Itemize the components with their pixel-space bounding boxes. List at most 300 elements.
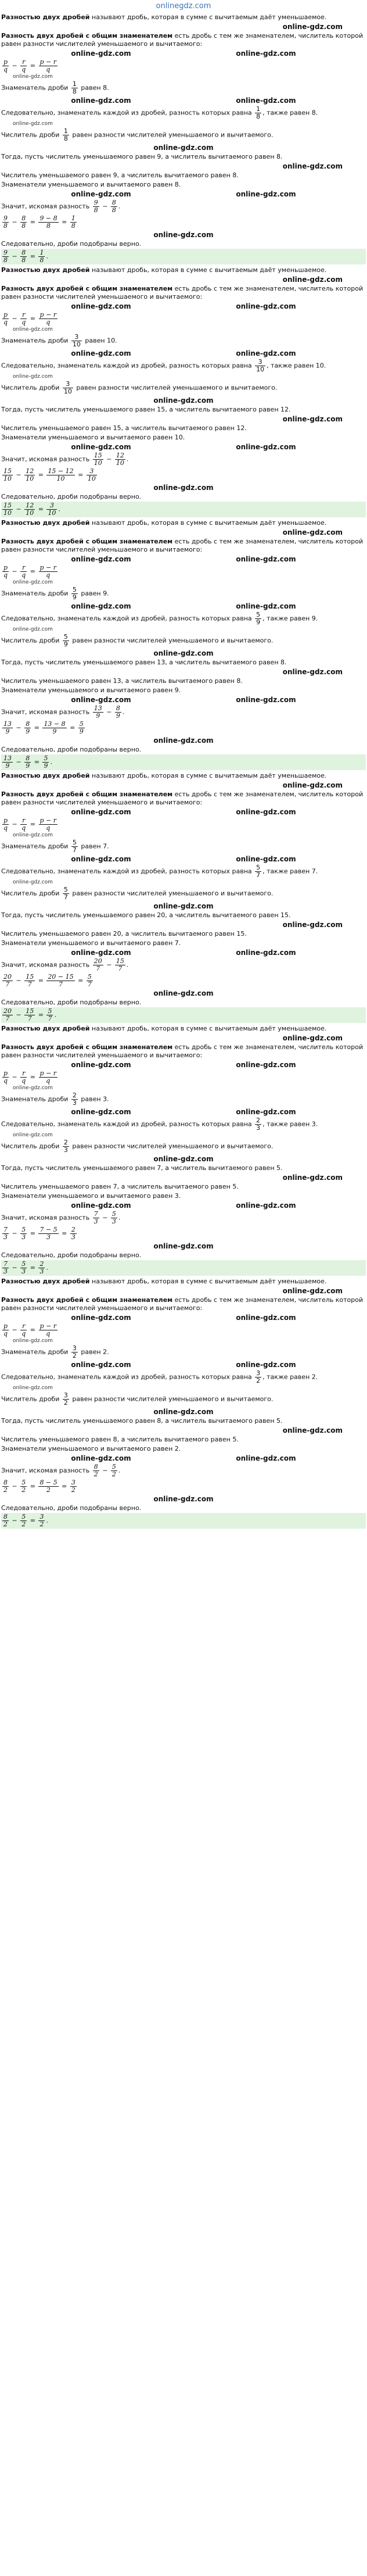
rule-lead: Разность двух дробей с общим знаменателем (1, 790, 173, 798)
watermark: online-gdz.com (236, 96, 296, 105)
rule-lead: Разность двух дробей с общим знаменателем (1, 285, 173, 292)
watermark: online-gdz.com (236, 555, 296, 563)
fraction-subtrahend: $\frac{5}{3}$ (21, 1226, 26, 1241)
fraction-minuend: $\frac{8}{2}$ (93, 1463, 98, 1478)
therefore-sentence: Следовательно, знаменатель каждой из дробей, разность которых равна $\frac{5}{7}$ , также равен 7. (1, 864, 318, 879)
fraction-minuend: $\frac{15}{10}$ (3, 502, 12, 517)
fraction-difference: $\frac{20 - 15}{7}$ (48, 973, 74, 988)
answer-line: $\frac{9}{8}$ − $\frac{8}{8}$ = $\frac{1}{8}$ . (1, 249, 366, 264)
fraction-minuend: $\frac{13}{9}$ (3, 720, 12, 735)
fraction-target: $\frac{3}{10}$ (63, 380, 72, 395)
rule-paragraph (1, 790, 366, 807)
fraction-minuend: $\frac{8}{2}$ (3, 1513, 8, 1528)
watermark-row (1, 1107, 366, 1117)
solution-section (1, 13, 366, 264)
watermark-small: online-gdz.com (13, 74, 53, 80)
fraction-minuend: $\frac{7}{3}$ (93, 1210, 98, 1225)
fraction-result: $\frac{5}{9}$ (44, 754, 48, 770)
watermark-small: online-gdz.com (13, 1085, 53, 1091)
fraction-result: $\frac{3}{10}$ (87, 467, 96, 482)
fraction-result: $\frac{5}{7}$ (87, 973, 92, 988)
watermark: online-gdz.com (153, 231, 214, 239)
fraction-target: $\frac{5}{7}$ (72, 839, 77, 854)
watermark: online-gdz.com (282, 1173, 343, 1182)
numerator-values: Числитель уменьшаемого равен 9, а числитель вычитаемого равен 8. (1, 171, 239, 179)
therefore-sentence: Следовательно, знаменатель каждой из дробей, разность которых равна $\frac{1}{8}$ , также равен 8. (1, 105, 318, 120)
watermark-row (1, 649, 366, 658)
let-sentence: Тогда, пусть числитель уменьшаемого равен 8, а числитель вычитаемого равен 5. (1, 1417, 283, 1425)
fraction-result: $\frac{5}{7}$ (48, 1007, 52, 1022)
intro-lead: Разностью двух дробей (1, 13, 90, 21)
watermark: online-gdz.com (236, 349, 296, 357)
watermark: online-gdz.com (153, 1495, 214, 1503)
intro-lead: Разностью двух дробей (1, 519, 90, 527)
watermark: online-gdz.com (236, 602, 296, 610)
watermark: online-gdz.com (71, 49, 131, 58)
watermark: online-gdz.com (236, 190, 296, 198)
watermark: online-gdz.com (71, 96, 131, 105)
solution-content (0, 13, 367, 1529)
watermark: online-gdz.com (71, 602, 131, 610)
rule-formula: $\frac{p}{q}$ − $\frac{r}{q}$ = $\frac{p - r}{q}$ (3, 817, 57, 832)
difference-line: Значит, искомая разность $\frac{13}{9}$ − $\frac{8}{9}$ . (1, 704, 125, 720)
watermark: online-gdz.com (153, 736, 214, 745)
answer-line: $\frac{8}{2}$ − $\frac{5}{2}$ = $\frac{3}{2}$ . (1, 1513, 366, 1529)
watermark: online-gdz.com (236, 1361, 296, 1369)
let-sentence: Тогда, пусть числитель уменьшаемого равен 15, а числитель вычитаемого равен 12. (1, 406, 291, 413)
page-header (0, 0, 367, 13)
watermark-row (1, 1360, 366, 1369)
answer-line: $\frac{13}{9}$ − $\frac{8}{9}$ = $\frac{5}{9}$ . (1, 754, 366, 770)
fraction-target: $\frac{3}{10}$ (72, 333, 81, 348)
watermark: online-gdz.com (282, 1287, 343, 1295)
watermark-row (1, 483, 366, 492)
fraction-difference: $\frac{15 - 12}{10}$ (48, 467, 74, 482)
fraction-difference: $\frac{8 - 5}{2}$ (39, 1479, 57, 1494)
fraction-target: $\frac{1}{8}$ (72, 80, 77, 95)
denominator-sentence: Знаменатель дроби $\frac{5}{9}$ равен 9. (1, 586, 109, 601)
watermark: online-gdz.com (71, 855, 131, 863)
fraction-result: $\frac{p - r}{q}$ (39, 1322, 57, 1337)
denominators-sentence: Знаменатели уменьшаемого и вычитаемого равен 8. (1, 181, 181, 188)
fraction-subtrahend: $\frac{8}{9}$ (26, 754, 30, 770)
answer-line: $\frac{7}{3}$ − $\frac{5}{3}$ = $\frac{2}{3}$ . (1, 1260, 366, 1276)
fraction-target: $\frac{3}{10}$ (256, 358, 265, 373)
fraction-target: $\frac{3}{2}$ (63, 1391, 68, 1407)
watermark-row (1, 1201, 366, 1210)
watermark: online-gdz.com (71, 1108, 131, 1116)
watermark-small: online-gdz.com (13, 327, 53, 332)
intro-text: называют дробь, которая в сумме с вычитаемым даёт уменьшаемое. (89, 772, 327, 779)
rule-paragraph (1, 284, 366, 302)
fraction-difference: $\frac{13 - 8}{9}$ (44, 720, 66, 735)
rule-formula: $\frac{p}{q}$ − $\frac{r}{q}$ = $\frac{p - r}{q}$ (3, 311, 57, 326)
watermark: online-gdz.com (236, 302, 296, 310)
watermark-row (1, 189, 366, 199)
fraction-subtrahend: $\frac{r}{q}$ (21, 817, 26, 832)
numerator-values: Числитель уменьшаемого равен 15, а числитель вычитаемого равен 12. (1, 424, 247, 432)
denominator-sentence: Знаменатель дроби $\frac{5}{7}$ равен 7. (1, 839, 109, 854)
watermark: online-gdz.com (71, 190, 131, 198)
fraction-result: $\frac{p - r}{q}$ (39, 817, 57, 832)
watermark: online-gdz.com (71, 1314, 131, 1322)
watermark-small: online-gdz.com (13, 832, 53, 838)
check-line: $\frac{9}{8}$ − $\frac{8}{8}$ = $\frac{9 - 8}{8}$ = $\frac{1}{8}$ (3, 214, 75, 230)
watermark: online-gdz.com (153, 144, 214, 152)
numerator-sentence: Числитель дроби $\frac{2}{3}$ равен разности числителей уменьшаемого и вычитаемого. (1, 1139, 274, 1154)
fraction-subtrahend: $\frac{r}{q}$ (21, 311, 26, 326)
fraction-subtrahend: $\frac{15}{7}$ (116, 957, 124, 972)
fraction-subtrahend: $\frac{12}{10}$ (26, 502, 34, 517)
watermark: online-gdz.com (236, 1454, 296, 1462)
fraction-minuend: $\frac{p}{q}$ (3, 58, 8, 73)
fraction-result: $\frac{2}{3}$ (39, 1260, 44, 1275)
watermark: online-gdz.com (71, 1061, 131, 1069)
conclusion-sentence: Следовательно, дроби подобраны верно. (1, 240, 142, 248)
fraction-minuend: $\frac{20}{7}$ (93, 957, 102, 972)
fraction-minuend: $\frac{p}{q}$ (3, 564, 8, 579)
watermark-row (1, 143, 366, 152)
fraction-target: $\frac{5}{9}$ (63, 633, 68, 648)
denominators-sentence: Знаменатели уменьшаемого и вычитаемого равен 2. (1, 1445, 181, 1452)
rule-lead: Разность двух дробей с общим знаменателем (1, 1043, 173, 1051)
watermark: online-gdz.com (236, 49, 296, 58)
watermark: online-gdz.com (71, 808, 131, 816)
watermark: online-gdz.com (236, 949, 296, 957)
rule-text: есть дробь с тем же знаменателем, числитель которой равен разности числителей уменьшаемого и вычитаемого: (1, 1296, 364, 1312)
fraction-subtrahend: $\frac{8}{8}$ (21, 214, 26, 230)
denominator-sentence: Знаменатель дроби $\frac{3}{2}$ равен 2. (1, 1344, 109, 1359)
watermark-row (1, 554, 366, 564)
watermark-small: online-gdz.com (13, 374, 53, 380)
watermark-small: online-gdz.com (13, 627, 53, 632)
watermark: online-gdz.com (153, 989, 214, 997)
fraction-difference: $\frac{9 - 8}{8}$ (39, 214, 57, 230)
fraction-target: $\frac{2}{3}$ (256, 1117, 261, 1132)
fraction-minuend: $\frac{15}{10}$ (93, 452, 102, 467)
fraction-minuend: $\frac{p}{q}$ (3, 1069, 8, 1085)
let-sentence: Тогда, пусть числитель уменьшаемого равен 13, а числитель вычитаемого равен 8. (1, 659, 287, 666)
solution-section (1, 1024, 366, 1276)
solution-section (1, 771, 366, 1023)
watermark: online-gdz.com (236, 1061, 296, 1069)
watermark-small: online-gdz.com (13, 879, 53, 885)
fraction-target: $\frac{3}{2}$ (72, 1344, 77, 1359)
numerator-sentence: Числитель дроби $\frac{5}{7}$ равен разности числителей уменьшаемого и вычитаемого. (1, 886, 274, 901)
denominator-sentence: Знаменатель дроби $\frac{1}{8}$ равен 8. (1, 80, 109, 95)
fraction-subtrahend: $\frac{r}{q}$ (21, 58, 26, 73)
watermark-row (1, 1313, 366, 1322)
fraction-subtrahend: $\frac{12}{10}$ (116, 452, 124, 467)
fraction-result: $\frac{p - r}{q}$ (39, 311, 57, 326)
watermark: online-gdz.com (71, 555, 131, 563)
rule-text: есть дробь с тем же знаменателем, числитель которой равен разности числителей уменьшаемого и вычитаемого: (1, 285, 364, 300)
fraction-minuend: $\frac{p}{q}$ (3, 1322, 8, 1337)
numerator-sentence: Числитель дроби $\frac{3}{10}$ равен разности числителей уменьшаемого и вычитаемого. (1, 380, 278, 395)
rule-lead: Разность двух дробей с общим знаменателем (1, 32, 173, 40)
rule-formula: $\frac{p}{q}$ − $\frac{r}{q}$ = $\frac{p - r}{q}$ (3, 564, 57, 579)
watermark-row (1, 1454, 366, 1463)
fraction-target: $\frac{5}{7}$ (63, 886, 68, 901)
fraction-result: $\frac{3}{10}$ (48, 502, 56, 517)
rule-paragraph (1, 31, 366, 49)
watermark-small: online-gdz.com (13, 579, 53, 585)
fraction-subtrahend: $\frac{5}{2}$ (21, 1513, 26, 1528)
fraction-result: $\frac{5}{9}$ (79, 720, 84, 735)
therefore-sentence: Следовательно, знаменатель каждой из дробей, разность которых равна $\frac{5}{9}$ , также равен 9. (1, 611, 318, 626)
fraction-minuend: $\frac{20}{7}$ (3, 1007, 12, 1022)
rule-paragraph (1, 1043, 366, 1060)
watermark: online-gdz.com (71, 696, 131, 704)
watermark: online-gdz.com (236, 808, 296, 816)
difference-line: Значит, искомая разность $\frac{7}{3}$ − $\frac{5}{3}$ . (1, 1210, 121, 1225)
intro-text: называют дробь, которая в сумме с вычитаемым даёт уменьшаемое. (89, 266, 327, 274)
intro-lead: Разностью двух дробей (1, 266, 90, 274)
fraction-target: $\frac{5}{7}$ (256, 864, 261, 879)
rule-formula: $\frac{p}{q}$ − $\frac{r}{q}$ = $\frac{p - r}{q}$ (3, 1069, 57, 1085)
watermark-row (1, 989, 366, 998)
site-logo[interactable]: onlinegdz.com (156, 2, 211, 10)
watermark: online-gdz.com (236, 1108, 296, 1116)
watermark-row (1, 807, 366, 817)
watermark-row (1, 1407, 366, 1416)
watermark-row (1, 736, 366, 745)
intro-text: называют дробь, которая в сумме с вычитаемым даёт уменьшаемое. (89, 519, 327, 527)
watermark: online-gdz.com (153, 649, 214, 657)
fraction-subtrahend: $\frac{15}{7}$ (26, 1007, 34, 1022)
let-sentence: Тогда, пусть числитель уменьшаемого равен 7, а числитель вычитаемого равен 5. (1, 1164, 283, 1172)
fraction-minuend: $\frac{13}{9}$ (3, 754, 12, 770)
fraction-result: $\frac{p - r}{q}$ (39, 58, 57, 73)
fraction-minuend: $\frac{15}{10}$ (3, 467, 12, 482)
watermark: online-gdz.com (153, 396, 214, 405)
fraction-minuend: $\frac{p}{q}$ (3, 311, 8, 326)
watermark: online-gdz.com (71, 349, 131, 357)
check-line: $\frac{20}{7}$ − $\frac{15}{7}$ = $\frac{20 - 15}{7}$ = $\frac{5}{7}$ (3, 973, 92, 988)
watermark-row (1, 1060, 366, 1069)
fraction-difference: $\frac{7 - 5}{3}$ (39, 1226, 57, 1241)
numerator-values: Числитель уменьшаемого равен 20, а числитель вычитаемого равен 15. (1, 930, 247, 938)
conclusion-sentence: Следовательно, дроби подобраны верно. (1, 999, 142, 1006)
intro-lead: Разностью двух дробей (1, 1278, 90, 1285)
intro-text: называют дробь, которая в сумме с вычитаемым даёт уменьшаемое. (89, 13, 327, 21)
numerator-sentence: Числитель дроби $\frac{1}{8}$ равен разности числителей уменьшаемого и вычитаемого. (1, 127, 274, 142)
check-line: $\frac{8}{2}$ − $\frac{5}{2}$ = $\frac{8 - 5}{2}$ = $\frac{3}{2}$ (3, 1479, 75, 1494)
fraction-subtrahend: $\frac{15}{7}$ (26, 973, 34, 988)
denominators-sentence: Знаменатели уменьшаемого и вычитаемого равен 10. (1, 434, 185, 441)
conclusion-sentence: Следовательно, дроби подобраны верно. (1, 1504, 142, 1512)
watermark: online-gdz.com (71, 1361, 131, 1369)
watermark: online-gdz.com (282, 162, 343, 170)
fraction-subtrahend: $\frac{r}{q}$ (21, 1069, 26, 1085)
watermark-row (1, 602, 366, 611)
watermark-small: online-gdz.com (13, 121, 53, 127)
watermark: online-gdz.com (153, 1242, 214, 1250)
intro-lead: Разностью двух дробей (1, 772, 90, 779)
watermark: online-gdz.com (153, 902, 214, 910)
fraction-minuend: $\frac{p}{q}$ (3, 817, 8, 832)
fraction-result: $\frac{1}{8}$ (39, 249, 44, 264)
watermark: online-gdz.com (282, 1426, 343, 1434)
check-line: $\frac{13}{9}$ − $\frac{8}{9}$ = $\frac{13 - 8}{9}$ = $\frac{5}{9}$ (3, 720, 84, 735)
check-line: $\frac{7}{3}$ − $\frac{5}{3}$ = $\frac{7 - 5}{3}$ = $\frac{2}{3}$ (3, 1226, 75, 1241)
let-sentence: Тогда, пусть числитель уменьшаемого равен 9, а числитель вычитаемого равен 8. (1, 153, 283, 160)
fraction-target: $\frac{5}{9}$ (256, 611, 261, 626)
intro-paragraph (1, 266, 366, 275)
intro-paragraph (1, 518, 366, 528)
fraction-result: $\frac{p - r}{q}$ (39, 564, 57, 579)
conclusion-sentence: Следовательно, дроби подобраны верно. (1, 746, 142, 753)
denominator-sentence: Знаменатель дроби $\frac{2}{3}$ равен 3. (1, 1092, 109, 1107)
fraction-minuend: $\frac{9}{8}$ (3, 249, 8, 264)
watermark: online-gdz.com (236, 855, 296, 863)
fraction-result: $\frac{1}{8}$ (71, 214, 75, 230)
fraction-minuend: $\frac{20}{7}$ (3, 973, 12, 988)
fraction-subtrahend: $\frac{r}{q}$ (21, 1322, 26, 1337)
fraction-subtrahend: $\frac{5}{3}$ (111, 1210, 116, 1225)
intro-paragraph (1, 771, 366, 781)
watermark: online-gdz.com (236, 443, 296, 451)
watermark-row (1, 230, 366, 239)
intro-paragraph (1, 1277, 366, 1286)
watermark-row (1, 695, 366, 704)
watermark-row (1, 396, 366, 405)
answer-line: $\frac{20}{7}$ − $\frac{15}{7}$ = $\frac{5}{7}$ . (1, 1007, 366, 1023)
fraction-minuend: $\frac{7}{3}$ (3, 1260, 8, 1275)
watermark-row (1, 1494, 366, 1504)
watermark-row (1, 854, 366, 864)
watermark-row (1, 442, 366, 452)
therefore-sentence: Следовательно, знаменатель каждой из дробей, разность которых равна $\frac{3}{2}$ , также равен 2. (1, 1369, 318, 1384)
fraction-subtrahend: $\frac{8}{8}$ (111, 199, 116, 214)
watermark-row (1, 96, 366, 105)
let-sentence: Тогда, пусть числитель уменьшаемого равен 20, а числитель вычитаемого равен 15. (1, 911, 291, 919)
fraction-subtrahend: $\frac{8}{9}$ (26, 720, 30, 735)
denominators-sentence: Знаменатели уменьшаемого и вычитаемого равен 7. (1, 939, 181, 947)
fraction-minuend: $\frac{9}{8}$ (93, 199, 98, 214)
solution-section (1, 1277, 366, 1529)
watermark: online-gdz.com (282, 668, 343, 676)
watermark: online-gdz.com (282, 921, 343, 929)
fraction-result: $\frac{3}{2}$ (71, 1479, 75, 1494)
rule-lead: Разность двух дробей с общим знаменателем (1, 538, 173, 545)
numerator-sentence: Числитель дроби $\frac{3}{2}$ равен разности числителей уменьшаемого и вычитаемого. (1, 1391, 274, 1407)
intro-paragraph (1, 13, 366, 22)
watermark-row (1, 948, 366, 957)
fraction-subtrahend: $\frac{8}{9}$ (116, 704, 120, 720)
watermark: online-gdz.com (282, 23, 343, 31)
fraction-subtrahend: $\frac{12}{10}$ (26, 467, 34, 482)
rule-text: есть дробь с тем же знаменателем, числитель которой равен разности числителей уменьшаемого и вычитаемого: (1, 790, 364, 806)
fraction-target: $\frac{2}{3}$ (72, 1092, 77, 1107)
fraction-target: $\frac{5}{9}$ (72, 586, 77, 601)
solution-section (1, 518, 366, 770)
intro-lead: Разностью двух дробей (1, 1025, 90, 1032)
fraction-minuend: $\frac{9}{8}$ (3, 214, 8, 230)
solution-section (1, 266, 366, 517)
conclusion-sentence: Следовательно, дроби подобраны верно. (1, 1251, 142, 1259)
rule-text: есть дробь с тем же знаменателем, числитель которой равен разности числителей уменьшаемого и вычитаемого: (1, 538, 364, 553)
rule-text: есть дробь с тем же знаменателем, числитель которой равен разности числителей уменьшаемого и вычитаемого: (1, 32, 364, 48)
watermark: online-gdz.com (153, 1408, 214, 1416)
rule-formula: $\frac{p}{q}$ − $\frac{r}{q}$ = $\frac{p - r}{q}$ (3, 58, 57, 73)
watermark: online-gdz.com (282, 1034, 343, 1042)
fraction-subtrahend: $\frac{8}{8}$ (21, 249, 26, 264)
watermark: online-gdz.com (71, 949, 131, 957)
fraction-minuend: $\frac{8}{2}$ (3, 1479, 8, 1494)
difference-line: Значит, искомая разность $\frac{8}{2}$ − $\frac{5}{2}$ . (1, 1463, 121, 1478)
numerator-sentence: Числитель дроби $\frac{5}{9}$ равен разности числителей уменьшаемого и вычитаемого. (1, 633, 274, 648)
numerator-values: Числитель уменьшаемого равен 7, а числитель вычитаемого равен 5. (1, 1183, 239, 1190)
difference-line: Значит, искомая разность $\frac{20}{7}$ − $\frac{15}{7}$ . (1, 957, 129, 972)
watermark: online-gdz.com (282, 276, 343, 284)
fraction-target: $\frac{2}{3}$ (63, 1139, 68, 1154)
numerator-values: Числитель уменьшаемого равен 8, а числитель вычитаемого равен 5. (1, 1436, 239, 1443)
watermark: online-gdz.com (236, 1314, 296, 1322)
watermark-small: online-gdz.com (13, 1385, 53, 1391)
intro-paragraph (1, 1024, 366, 1033)
watermark: online-gdz.com (236, 1201, 296, 1210)
fraction-target: $\frac{1}{8}$ (63, 127, 68, 142)
watermark: online-gdz.com (153, 1155, 214, 1163)
numerator-values: Числитель уменьшаемого равен 13, а числитель вычитаемого равен 8. (1, 677, 243, 685)
fraction-target: $\frac{1}{8}$ (256, 105, 261, 120)
watermark: online-gdz.com (71, 1454, 131, 1462)
rule-text: есть дробь с тем же знаменателем, числитель которой равен разности числителей уменьшаемого и вычитаемого: (1, 1043, 364, 1059)
rule-formula: $\frac{p}{q}$ − $\frac{r}{q}$ = $\frac{p - r}{q}$ (3, 1322, 57, 1337)
difference-line: Значит, искомая разность $\frac{9}{8}$ − $\frac{8}{8}$ . (1, 199, 121, 214)
denominator-sentence: Знаменатель дроби $\frac{3}{10}$ равен 10. (1, 333, 117, 348)
fraction-minuend: $\frac{7}{3}$ (3, 1226, 8, 1241)
difference-line: Значит, искомая разность $\frac{15}{10}$ − $\frac{12}{10}$ . (1, 452, 129, 467)
denominators-sentence: Знаменатели уменьшаемого и вычитаемого равен 9. (1, 686, 181, 694)
check-line: $\frac{15}{10}$ − $\frac{12}{10}$ = $\frac{15 - 12}{10}$ = $\frac{3}{10}$ (3, 467, 96, 482)
watermark-row (1, 49, 366, 58)
watermark-row (1, 1154, 366, 1164)
watermark-small: online-gdz.com (13, 1132, 53, 1138)
fraction-result: $\frac{2}{3}$ (71, 1226, 75, 1241)
watermark: online-gdz.com (71, 1201, 131, 1210)
watermark-small: online-gdz.com (13, 1338, 53, 1344)
watermark: online-gdz.com (71, 302, 131, 310)
fraction-subtrahend: $\frac{5}{3}$ (21, 1260, 26, 1275)
fraction-target: $\frac{3}{2}$ (256, 1369, 261, 1384)
watermark-row (1, 1242, 366, 1251)
denominators-sentence: Знаменатели уменьшаемого и вычитаемого равен 3. (1, 1192, 181, 1200)
rule-paragraph (1, 1296, 366, 1313)
therefore-sentence: Следовательно, знаменатель каждой из дробей, разность которых равна $\frac{3}{10}$ , также равен 10. (1, 358, 326, 373)
conclusion-sentence: Следовательно, дроби подобраны верно. (1, 493, 142, 500)
fraction-subtrahend: $\frac{5}{2}$ (111, 1463, 116, 1478)
rule-lead: Разность двух дробей с общим знаменателем (1, 1296, 173, 1304)
answer-line: $\frac{15}{10}$ − $\frac{12}{10}$ = $\frac{3}{10}$ . (1, 502, 366, 517)
therefore-sentence: Следовательно, знаменатель каждой из дробей, разность которых равна $\frac{2}{3}$ , также равен 3. (1, 1117, 318, 1132)
fraction-minuend: $\frac{13}{9}$ (93, 704, 102, 720)
rule-paragraph (1, 537, 366, 554)
watermark-row (1, 901, 366, 911)
watermark: online-gdz.com (236, 696, 296, 704)
watermark: online-gdz.com (282, 781, 343, 789)
watermark: online-gdz.com (71, 443, 131, 451)
fraction-subtrahend: $\frac{5}{2}$ (21, 1479, 26, 1494)
watermark-row (1, 302, 366, 311)
fraction-subtrahend: $\frac{r}{q}$ (21, 564, 26, 579)
intro-text: называют дробь, которая в сумме с вычитаемым даёт уменьшаемое. (89, 1278, 327, 1285)
watermark-row (1, 349, 366, 358)
watermark: online-gdz.com (282, 415, 343, 423)
intro-text: называют дробь, которая в сумме с вычитаемым даёт уменьшаемое. (89, 1025, 327, 1032)
fraction-result: $\frac{p - r}{q}$ (39, 1069, 57, 1085)
